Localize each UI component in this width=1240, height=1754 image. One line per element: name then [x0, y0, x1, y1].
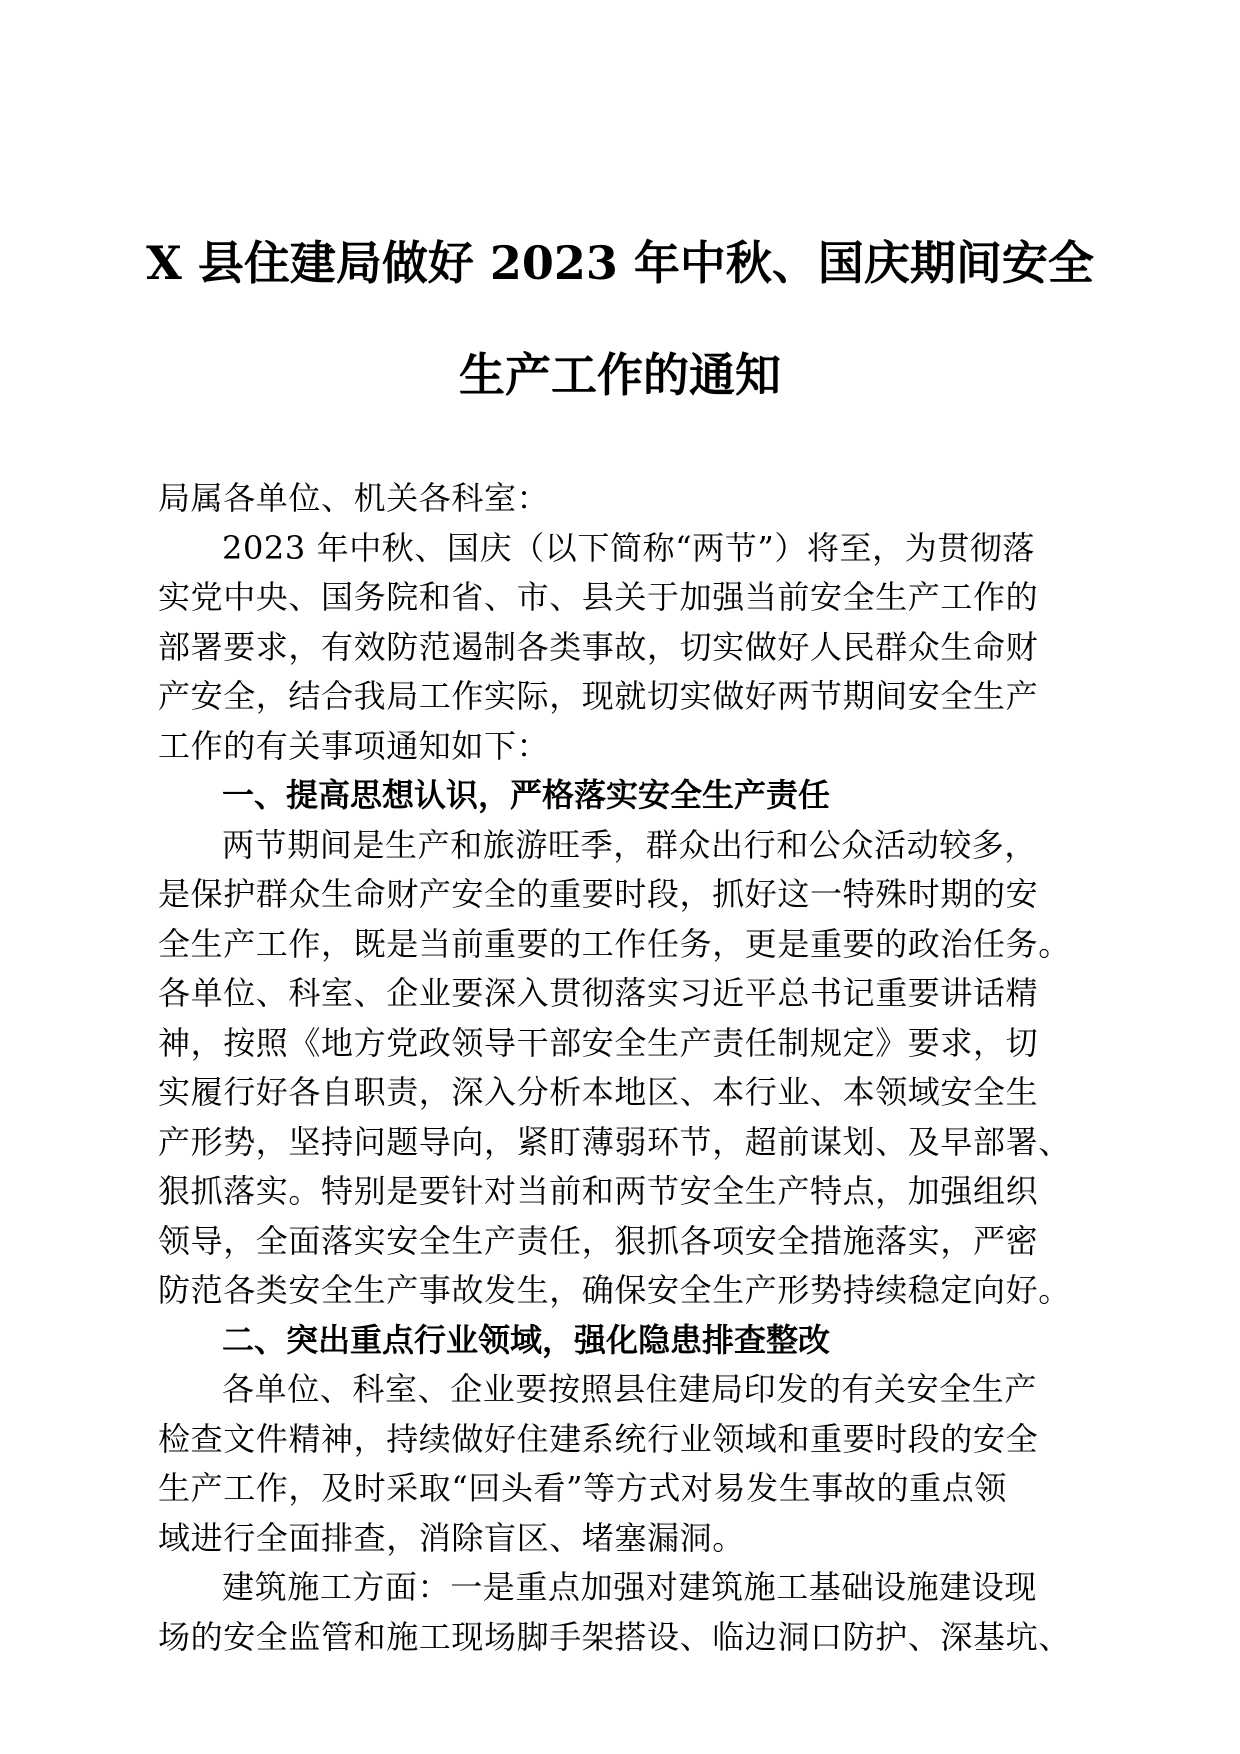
body-line: 部署要求，有效防范遏制各类事故，切实做好人民群众生命财 — [158, 627, 1039, 666]
body-line: 各单位、科室、企业要按照县住建局印发的有关安全生产 — [222, 1370, 1038, 1408]
body-line: 2023 年中秋、国庆（以下简称“两节”）将至，为贯彻落 — [222, 528, 1036, 567]
body-line: 生产工作，及时采取“回头看”等方式对易发生事故的重点领 — [158, 1469, 1007, 1507]
salutation: 局属各单位、机关各科室： — [158, 479, 550, 517]
body-line: 产安全，结合我局工作实际，现就切实做好两节期间安全生产 — [158, 677, 1039, 715]
body-line: 检查文件精神，持续做好住建系统行业领域和重要时段的安全 — [158, 1419, 1039, 1458]
body-line: 实履行好各自职责，深入分析本地区、本行业、本领域安全生 — [158, 1073, 1039, 1111]
document-body — [158, 474, 1088, 1662]
body-line: 狠抓落实。特别是要针对当前和两节安全生产特点，加强组织 — [158, 1172, 1039, 1210]
body-line: 域进行全面排查，消除盲区、堵塞漏洞。 — [158, 1518, 745, 1557]
section-heading-1: 一、提高思想认识，严格落实安全生产责任 — [222, 776, 831, 814]
body-line: 神，按照《地方党政领导干部安全生产责任制规定》要求，切 — [158, 1023, 1039, 1062]
body-line: 领导，全面落实安全生产责任，狠抓各项安全措施落实，严密 — [158, 1221, 1039, 1260]
body-line: 防范各类安全生产事故发生，确保安全生产形势持续稳定向好。 — [158, 1271, 1071, 1309]
body-line: 全生产工作，既是当前重要的工作任务，更是重要的政治任务。 — [158, 924, 1071, 963]
body-line: 实党中央、国务院和省、市、县关于加强当前安全生产工作的 — [158, 578, 1039, 616]
body-line: 各单位、科室、企业要深入贯彻落实习近平总书记重要讲话精 — [158, 974, 1039, 1012]
body-line: 建筑施工方面：一是重点加强对建筑施工基础设施建设现 — [222, 1568, 1038, 1606]
body-line: 产形势，坚持问题导向，紧盯薄弱环节，超前谋划、及早部署、 — [158, 1122, 1071, 1161]
body-line: 场的安全监管和施工现场脚手架搭设、临边洞口防护、深基坑、 — [158, 1617, 1071, 1656]
document-title-line-2: 生产工作的通知 — [459, 348, 781, 402]
body-line: 工作的有关事项通知如下： — [158, 726, 550, 765]
body-line: 是保护群众生命财产安全的重要时段，抓好这一特殊时期的安 — [158, 875, 1039, 913]
section-heading-2: 二、突出重点行业领域，强化隐患排查整改 — [222, 1320, 831, 1359]
body-line: 两节期间是生产和旅游旺季，群众出行和公众活动较多， — [222, 825, 1038, 864]
document-title-line-1: X 县住建局做好 2023 年中秋、国庆期间安全 — [146, 236, 1094, 290]
